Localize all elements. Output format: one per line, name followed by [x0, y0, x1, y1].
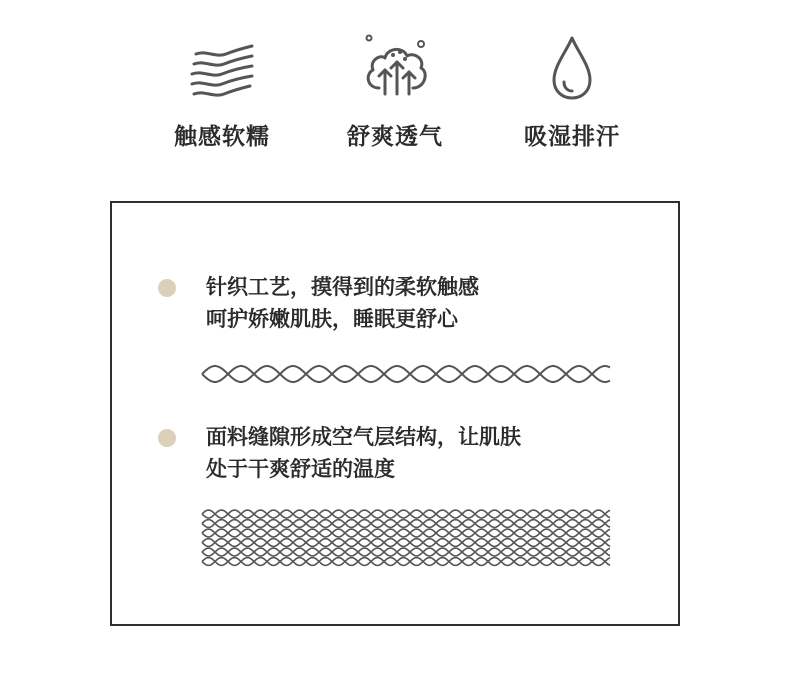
point-text [206, 421, 646, 485]
wind-waves-icon [182, 28, 262, 108]
point-line: 呵护娇嫩肌肤，睡眠更舒心 [206, 307, 458, 331]
air-layer-point [156, 421, 636, 491]
knit-weave-pattern [200, 360, 612, 388]
point-line: 面料缝隙形成空气层结构，让肌肤 [206, 425, 521, 449]
mesh-weave-pattern [200, 509, 612, 567]
feature-breathable [325, 28, 465, 158]
feature-soft-touch [152, 28, 292, 158]
feature-label: 触感软糯 [174, 124, 270, 150]
feature-moisture-wicking [502, 28, 642, 158]
bullet-dot [158, 429, 176, 447]
water-drop-icon [532, 28, 612, 108]
feature-row [0, 0, 790, 190]
feature-label: 吸湿排汗 [524, 124, 620, 150]
feature-label: 舒爽透气 [347, 124, 443, 150]
bullet-dot [158, 279, 176, 297]
breathable-tree-icon [355, 28, 435, 108]
fabric-detail-panel [110, 201, 680, 626]
point-text [206, 271, 646, 335]
point-line: 针织工艺，摸得到的柔软触感 [206, 275, 479, 299]
point-line: 处于干爽舒适的温度 [206, 457, 395, 481]
knit-point [156, 271, 636, 341]
